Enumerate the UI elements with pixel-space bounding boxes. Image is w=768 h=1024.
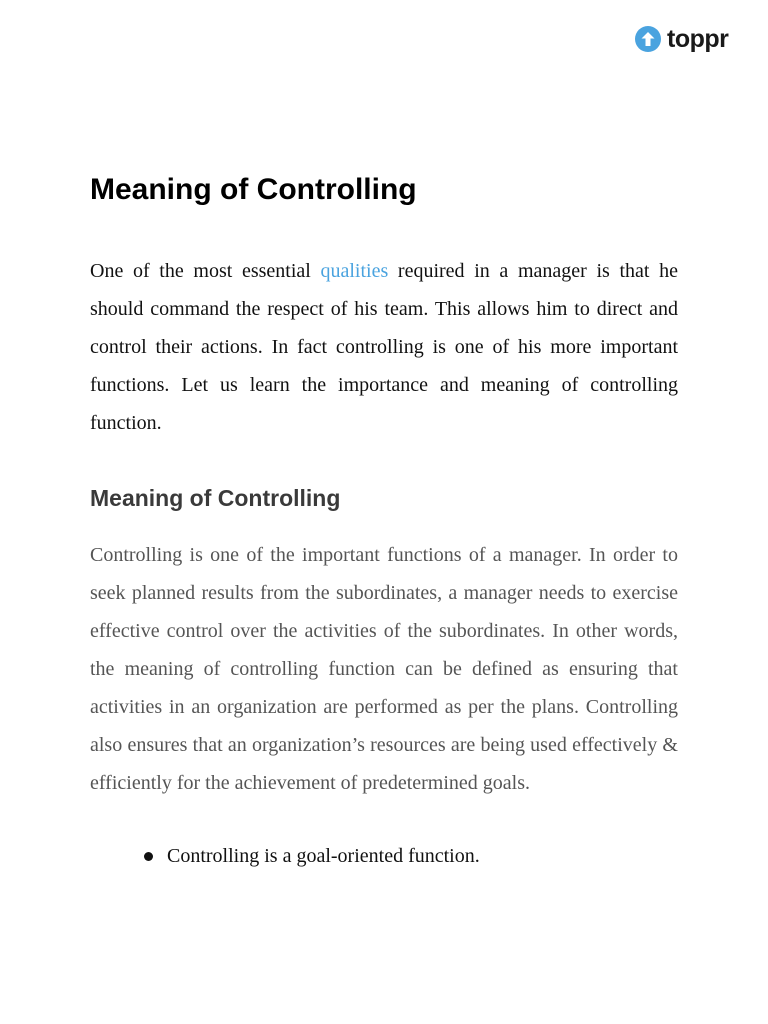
section-paragraph: Controlling is one of the important functions of a manager. In order to seek planned results from the subordinates, a manager needs to exercise effective control over the activities of the subordinates. In other words, the meaning of controlling function can be defined as ensuring that activities in an organization are performed as per the plans. Controlling also ensures that an organization’s resources are being used effectively & efficiently for the achievement of predetermined goals. bbox=[90, 544, 678, 794]
qualities-link[interactable]: qualities bbox=[320, 260, 389, 282]
logo-text: toppr bbox=[667, 24, 729, 53]
intro-text-after-link: required in a manager is that he should command the respect of his team. This allows him to direct and control their actions. In fact controlling is one of his more important functions. Let us learn the importance and meaning of controlling function. bbox=[90, 260, 678, 434]
article-content bbox=[90, 166, 678, 872]
intro-text-before-link: One of the most essential bbox=[90, 260, 321, 282]
toppr-logo[interactable] bbox=[635, 26, 728, 52]
bullet-list bbox=[90, 840, 678, 872]
list-item bbox=[144, 840, 678, 872]
intro-paragraph bbox=[90, 252, 678, 442]
up-arrow-circle-icon bbox=[635, 26, 661, 52]
bullet-dot-icon bbox=[144, 852, 153, 861]
section-heading: Meaning of Controlling bbox=[90, 485, 341, 511]
list-item-text: Controlling is a goal-oriented function. bbox=[167, 845, 480, 867]
page-title: Meaning of Controlling bbox=[90, 173, 417, 206]
